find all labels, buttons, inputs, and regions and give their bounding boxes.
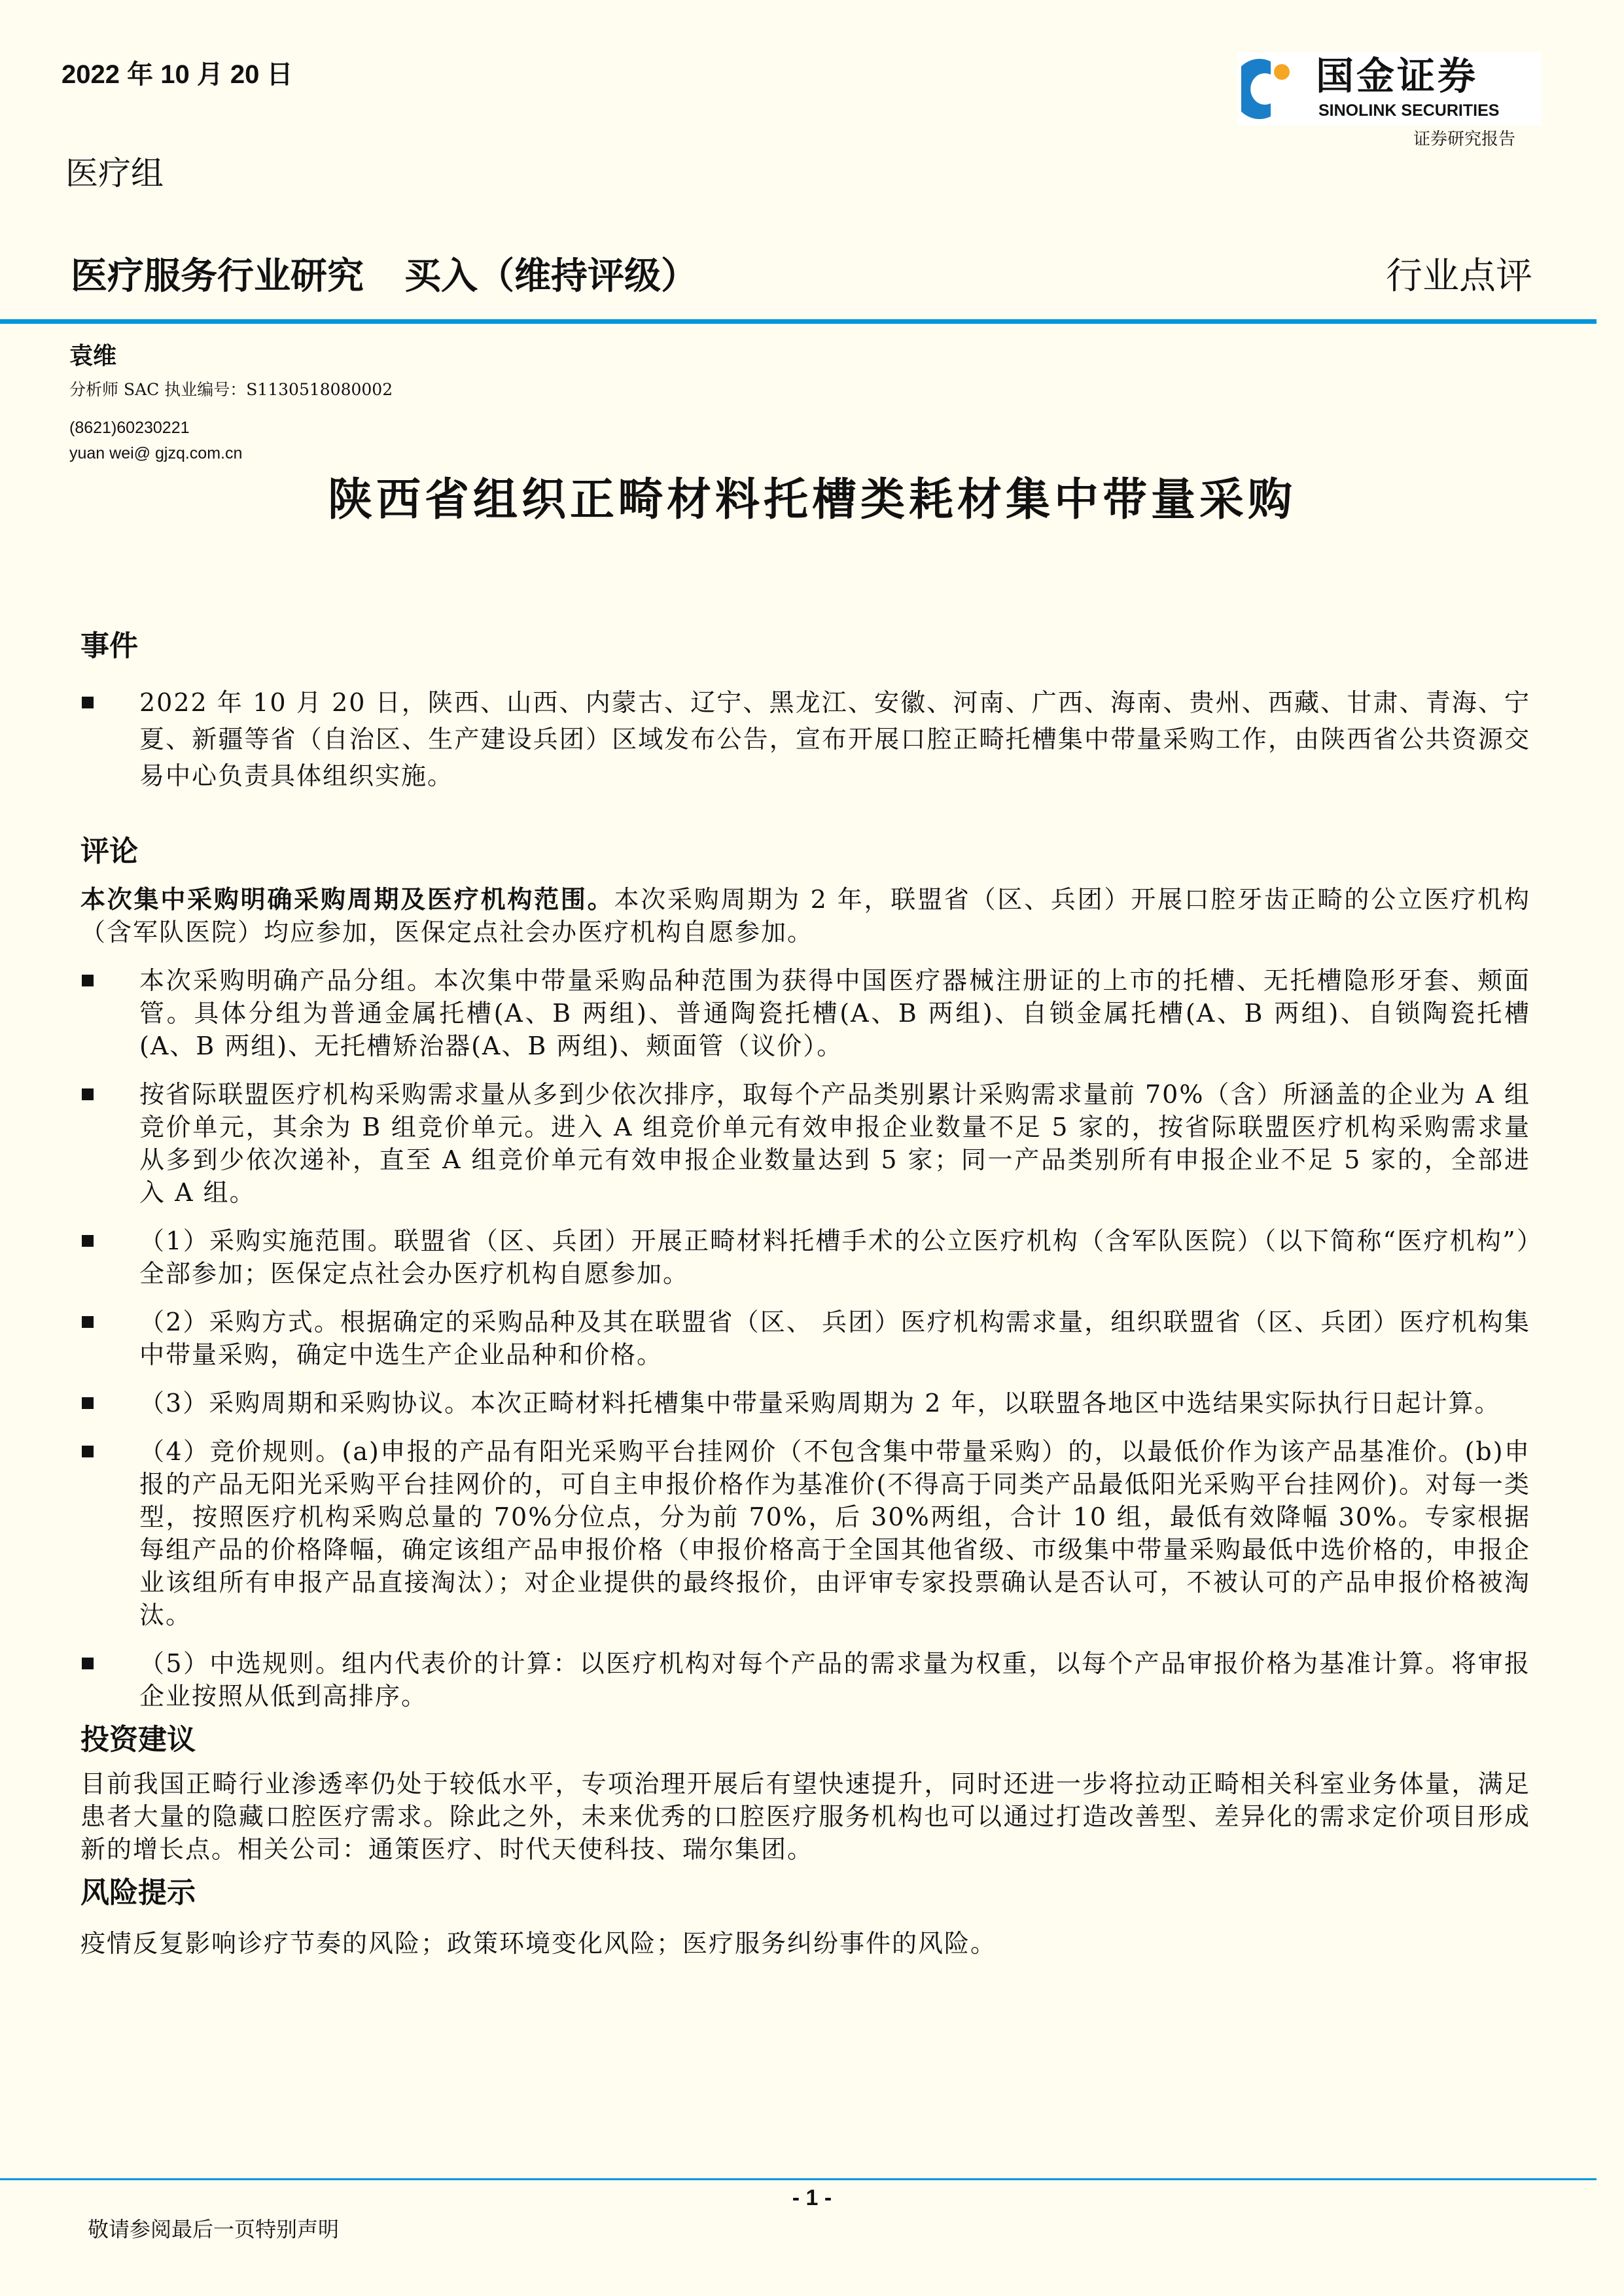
risk-text: 疫情反复影响诊疗节奏的风险；政策环境变化风险；医疗服务纠纷事件的风险。	[80, 1929, 997, 1958]
header-divider	[0, 319, 1597, 324]
section-heading-comment: 评论	[80, 835, 138, 868]
comment-bullet	[139, 1435, 1530, 1631]
bullet-text: 本次采购明确产品分组。本次集中带量采购品种范围为获得中国医疗器械注册证的上市的托槽、无托槽隐形牙套、颊面管。具体分组为普通金属托槽(A、B 两组)、普通陶瓷托槽(A、B 两组)、自锁金属托槽(A、B 两组)、自锁陶瓷托槽(A、B 两组)、无托槽矫治器(A、B 两组)、颊面管（议价）。	[139, 966, 1530, 1060]
bullet-text: （4）竞价规则。(a)申报的产品有阳光采购平台挂网价（不包含集中带量采购）的，以最低价作为该产品基准价。(b)申报的产品无阳光采购平台挂网价的，可自主申报价格作为基准价(不得高于同类产品最低阳光采购平台挂网价)。对每一类型，按照医疗机构采购总量的 70%分位点，分为前 70%，后 30%两组，合计 10 组，最低有效降幅 30%。专家根据每组产品的价格降幅，确定该组产品申报价格（申报价格高于全国其他省级、市级集中带量采购最低中选价格的，申报企业该组所有申报产品直接淘汰）；对企业提供的最终报价，由评审专家投票确认是否认可，不被认可的产品申报价格被淘汰。	[139, 1437, 1530, 1629]
industry-name: 医疗服务行业研究	[71, 255, 364, 298]
report-date: 2022 年 10 月 20 日	[62, 60, 293, 89]
logo-cn-text: 国金证券	[1316, 54, 1479, 98]
comment-bullet	[139, 1647, 1530, 1713]
footer-divider	[0, 2178, 1597, 2180]
bullet-square-icon	[82, 1658, 94, 1669]
bullet-square-icon	[82, 697, 94, 708]
company-logo	[1237, 52, 1542, 126]
analyst-email[interactable]: yuan wei@ gjzq.com.cn	[69, 444, 243, 462]
industry-rating-line	[71, 254, 697, 300]
rating: 买入（维持评级）	[404, 255, 697, 298]
event-text: 2022 年 10 月 20 日，陕西、山西、内蒙古、辽宁、黑龙江、安徽、河南、广西、海南、贵州、西藏、甘肃、青海、宁夏、新疆等省（自治区、生产建设兵团）区域发布公告，宣布开展口腔正畸托槽集中带量采购工作，由陕西省公共资源交易中心负责具体组织实施。	[139, 688, 1530, 790]
page-number: - 1 -	[792, 2185, 832, 2210]
bullet-square-icon	[82, 1235, 94, 1247]
research-group: 医疗组	[65, 154, 164, 192]
bullet-square-icon	[82, 975, 94, 986]
report-title: 陕西省组织正畸材料托槽类耗材集中带量采购	[327, 474, 1296, 526]
logo-en-text: SINOLINK SECURITIES	[1318, 101, 1500, 120]
report-type: 行业点评	[1386, 255, 1532, 298]
bullet-square-icon	[82, 1397, 94, 1409]
invest-text: 目前我国正畸行业渗透率仍处于较低水平，专项治理开展后有望快速提升，同时还进一步将拉动正畸相关科室业务体量，满足患者大量的隐藏口腔医疗需求。除此之外，未来优秀的口腔医疗服务机构也可以通过打造改善型、差异化的需求定价项目形成新的增长点。相关公司：通策医疗、时代天使科技、瑞尔集团。	[80, 1769, 1530, 1864]
comment-bullet	[139, 1306, 1530, 1371]
section-heading-risk: 风险提示	[80, 1876, 196, 1909]
bullet-text: （2）采购方式。根据确定的采购品种及其在联盟省（区、 兵团）医疗机构需求量，组织联盟省（区、兵团）医疗机构集中带量采购，确定中选生产企业品种和价格。	[139, 1308, 1530, 1369]
section-heading-invest: 投资建议	[80, 1723, 196, 1756]
bullet-text: （1）采购实施范围。联盟省（区、兵团）开展正畸材料托槽手术的公立医疗机构（含军队医院）（以下简称“医疗机构”）全部参加；医保定点社会办医疗机构自愿参加。	[139, 1226, 1530, 1288]
analyst-sac: 分析师 SAC 执业编号：S1130518080002	[69, 380, 393, 399]
bullet-text: （3）采购周期和采购协议。本次正畸材料托槽集中带量采购周期为 2 年，以联盟各地区中选结果实际执行日起计算。	[139, 1389, 1501, 1418]
report-category: 证券研究报告	[1413, 130, 1516, 149]
comment-bullet	[139, 964, 1530, 1062]
comment-lead-bold: 本次集中采购明确采购周期及医疗机构范围。	[80, 884, 614, 914]
bullet-square-icon	[82, 1088, 94, 1100]
footer-note: 敬请参阅最后一页特别声明	[88, 2217, 340, 2242]
section-heading-event: 事件	[80, 629, 138, 663]
logo-mark-icon	[1241, 56, 1300, 122]
analyst-name: 袁维	[69, 342, 117, 370]
bullet-square-icon	[82, 1446, 94, 1457]
report-body	[80, 628, 1530, 1960]
analyst-phone: (8621)60230221	[69, 419, 190, 437]
comment-bullet	[139, 1078, 1530, 1209]
bullet-text: （5）中选规则。组内代表价的计算：以医疗机构对每个产品的需求量为权重，以每个产品审报价格为基准计算。将审报企业按照从低到高排序。	[139, 1649, 1530, 1711]
bullet-square-icon	[82, 1316, 94, 1328]
comment-bullet	[139, 1387, 1530, 1419]
comment-bullet	[139, 1225, 1530, 1290]
comment-lead	[80, 883, 1530, 948]
bullet-text: 按省际联盟医疗机构采购需求量从多到少依次排序，取每个产品类别累计采购需求量前 70%（含）所涵盖的企业为 A 组竞价单元，其余为 B 组竞价单元。进入 A 组竞价单元有效申报企业数量不足 5 家的，按省际联盟医疗机构采购需求量从多到少依次递补，直至 A 组竞价单元有效申报企业数量达到 5 家；同一产品类别所有申报企业不足 5 家的，全部进入 A 组。	[139, 1080, 1530, 1207]
event-bullet	[139, 684, 1530, 794]
comment-lead-text: 本次采购周期为 2 年，联盟省（区、兵团）开展口腔牙齿正畸的公立医疗机构（含军队医院）均应参加，医保定点社会办医疗机构自愿参加。	[80, 885, 1530, 947]
